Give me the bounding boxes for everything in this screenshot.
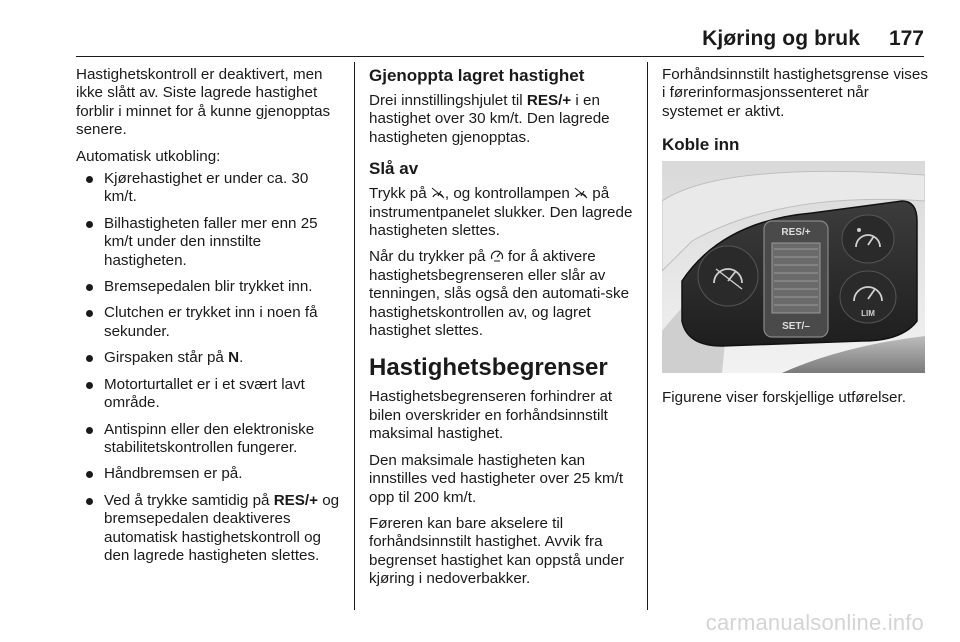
list-item: Håndbremsen er på. — [76, 465, 342, 483]
cruise-off-icon — [431, 187, 445, 199]
photo-lim-label: LIM — [861, 309, 875, 319]
bullet-icon — [86, 221, 93, 228]
column-1 — [76, 66, 342, 573]
bullet-icon — [86, 176, 93, 183]
bullet-icon — [86, 355, 93, 362]
cruise-lamp-icon — [574, 187, 588, 199]
bullet-icon — [86, 382, 93, 389]
bullet-icon — [86, 284, 93, 291]
gear-n: N — [228, 349, 240, 367]
list-item: Kjørehastighet er under ca. 30 km/t. — [76, 170, 342, 207]
column-3 — [662, 66, 928, 416]
watermark: carmanualsonline.info — [705, 610, 924, 635]
steering-controls-photo — [662, 161, 925, 373]
column-divider — [354, 62, 355, 610]
bullet-icon — [86, 310, 93, 317]
list-item: Motorturtallet er i et svært lavt område. — [76, 376, 342, 413]
photo-set-label: SET/– — [782, 321, 810, 333]
list-item: Bilhastigheten faller mer enn 25 km/t under den innstilte hastigheten. — [76, 215, 342, 270]
speed-limiter-icon — [490, 249, 504, 262]
bullet-icon — [86, 498, 93, 505]
limiter-paragraph-1: Hastighetsbegrenseren forhindrer at bilen overskrider en forhåndsinnstilt maksimal hastighet. — [369, 388, 613, 443]
list-item: Ved å trykke samtidig på RES/+ og bremsepedalen deaktiveres automatisk hastighetskontroll og den lagrede hastigheten slettes. — [76, 492, 342, 566]
res-key: RES/+ — [273, 491, 319, 509]
page-header — [0, 0, 960, 50]
photo-caption: Figurene viser forskjellige utførelser. — [662, 389, 906, 407]
limiter-heading: Hastighetsbegrenser — [369, 354, 608, 382]
page-number: 177 — [888, 27, 924, 50]
steering-controls-illustration — [662, 161, 925, 373]
limiter-paragraph-3: Føreren kan bare akselere til forhåndsinnstilt hastighet. Avvik fra begrenset hastighet kan oppstå under kjøring i nedoverbakker. — [369, 514, 624, 588]
list-item: Girspaken står på N. — [76, 349, 342, 367]
bullet-icon — [86, 427, 93, 434]
section-title: Kjøring og bruk — [702, 27, 860, 50]
resume-heading: Gjenoppta lagret hastighet — [369, 66, 585, 85]
limit-display-paragraph: Forhåndsinnstilt hastighetsgrense vises i førerinformasjonssenteret når systemet er aktivt. — [662, 66, 928, 120]
bullet-icon — [86, 471, 93, 478]
header-rule — [76, 56, 924, 57]
off-heading: Slå av — [369, 159, 419, 179]
column-2 — [369, 66, 635, 597]
auto-disengage-list — [76, 170, 342, 565]
resume-paragraph: Drei innstillingshjulet til RES/+ i en hastighet over 30 km/t. Den lagrede hastigheten gjenopptas. — [369, 92, 610, 146]
limiter-paragraph-2: Den maksimale hastigheten kan innstilles ved hastigheter over 25 km/t opp til 200 km/t. — [369, 451, 624, 506]
list-item: Antispinn eller den elektroniske stabilitetskontrollen fungerer. — [76, 421, 342, 458]
list-item: Bremsepedalen blir trykket inn. — [76, 278, 342, 296]
engage-heading: Koble inn — [662, 135, 740, 155]
list-item: Clutchen er trykket inn i noen få sekunder. — [76, 304, 342, 341]
column-divider — [647, 62, 648, 610]
off-paragraph-2: Når du trykker på for å aktivere hastighetsbegrenseren eller slår av tenningen, slås også den automati-ske hastighetskontrollen av, og lagret hastighet slettes. — [369, 248, 630, 340]
auto-disengage-label: Automatisk utkobling: — [76, 147, 221, 165]
photo-res-label: RES/+ — [781, 227, 811, 239]
intro-paragraph: Hastighetskontroll er deaktivert, men ikke slått av. Siste lagrede hastighet forblir i minnet for å kunne gjenopptas senere. — [76, 66, 331, 139]
off-paragraph-1: Trykk på , og kontrollampen på instrumentpanelet slukker. Den lagrede hastigheten slettes. — [369, 185, 633, 240]
